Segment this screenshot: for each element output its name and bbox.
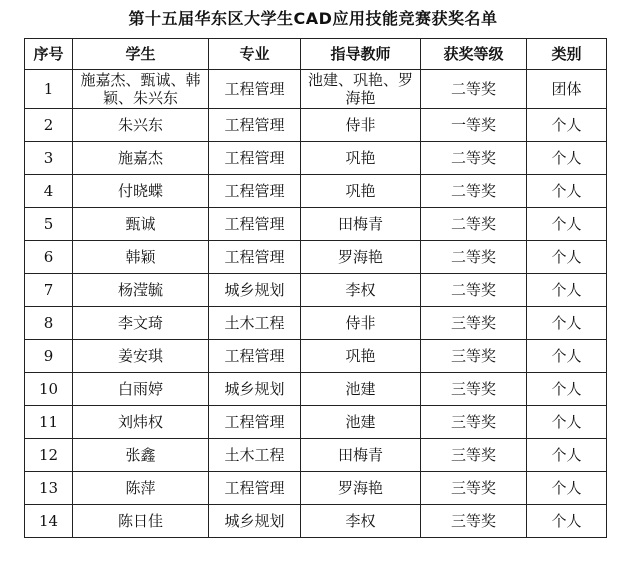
table-row (25, 241, 607, 274)
cell-student: 李文琦 (73, 307, 209, 340)
cell-advisor: 侍非 (301, 307, 421, 340)
cell-major: 工程管理 (209, 241, 301, 274)
cell-category: 个人 (527, 142, 607, 175)
table-row (25, 439, 607, 472)
cell-student: 施嘉杰 (73, 142, 209, 175)
cell-advisor (301, 70, 421, 109)
table-row (25, 406, 607, 439)
table-row (25, 274, 607, 307)
table-row (25, 109, 607, 142)
cell-no: 7 (25, 274, 73, 307)
cell-advisor: 李权 (301, 274, 421, 307)
cell-no: 14 (25, 505, 73, 538)
cell-major: 工程管理 (209, 406, 301, 439)
cell-student: 付晓蝶 (73, 175, 209, 208)
cell-student (73, 70, 209, 109)
cell-major: 土木工程 (209, 439, 301, 472)
table-row (25, 175, 607, 208)
cell-major: 工程管理 (209, 472, 301, 505)
cell-major: 工程管理 (209, 340, 301, 373)
cell-advisor: 田梅青 (301, 439, 421, 472)
cell-major: 城乡规划 (209, 505, 301, 538)
cell-advisor: 池建 (301, 373, 421, 406)
cell-no: 4 (25, 175, 73, 208)
cell-student: 张鑫 (73, 439, 209, 472)
header-award: 获奖等级 (421, 39, 527, 70)
cell-category: 个人 (527, 373, 607, 406)
cell-major: 城乡规划 (209, 274, 301, 307)
awards-table (24, 38, 607, 538)
cell-major: 城乡规划 (209, 373, 301, 406)
header-no: 序号 (25, 39, 73, 70)
cell-student: 杨滢毓 (73, 274, 209, 307)
cell-category: 个人 (527, 340, 607, 373)
cell-category: 个人 (527, 472, 607, 505)
table-header-row (25, 39, 607, 70)
cell-major: 工程管理 (209, 109, 301, 142)
cell-award: 三等奖 (421, 439, 527, 472)
cell-no: 1 (25, 70, 73, 109)
cell-no: 8 (25, 307, 73, 340)
cell-advisor: 李权 (301, 505, 421, 538)
cell-award: 三等奖 (421, 406, 527, 439)
cell-advisor: 罗海艳 (301, 241, 421, 274)
cell-advisor: 侍非 (301, 109, 421, 142)
cell-category: 个人 (527, 109, 607, 142)
header-advisor: 指导教师 (301, 39, 421, 70)
cell-student: 甄诚 (73, 208, 209, 241)
cell-no: 13 (25, 472, 73, 505)
cell-student: 刘炜权 (73, 406, 209, 439)
cell-category: 个人 (527, 307, 607, 340)
cell-category: 个人 (527, 505, 607, 538)
cell-award: 三等奖 (421, 340, 527, 373)
cell-major: 土木工程 (209, 307, 301, 340)
cell-major: 工程管理 (209, 142, 301, 175)
cell-advisor: 巩艳 (301, 175, 421, 208)
table-row (25, 142, 607, 175)
table-row (25, 373, 607, 406)
cell-no: 5 (25, 208, 73, 241)
cell-award: 三等奖 (421, 472, 527, 505)
header-student: 学生 (73, 39, 209, 70)
cell-student: 陈日佳 (73, 505, 209, 538)
cell-award: 二等奖 (421, 208, 527, 241)
cell-student: 朱兴东 (73, 109, 209, 142)
cell-no: 3 (25, 142, 73, 175)
cell-no: 12 (25, 439, 73, 472)
cell-advisor: 田梅青 (301, 208, 421, 241)
cell-student: 陈萍 (73, 472, 209, 505)
table-row (25, 472, 607, 505)
cell-student: 韩颖 (73, 241, 209, 274)
cell-category: 个人 (527, 439, 607, 472)
cell-major: 工程管理 (209, 208, 301, 241)
cell-category: 个人 (527, 241, 607, 274)
cell-award: 二等奖 (421, 70, 527, 109)
cell-advisor: 巩艳 (301, 340, 421, 373)
header-category: 类别 (527, 39, 607, 70)
table-row (25, 505, 607, 538)
cell-category: 个人 (527, 175, 607, 208)
cell-no: 11 (25, 406, 73, 439)
cell-award: 三等奖 (421, 307, 527, 340)
cell-no: 2 (25, 109, 73, 142)
cell-award: 三等奖 (421, 505, 527, 538)
cell-category: 个人 (527, 274, 607, 307)
cell-no: 6 (25, 241, 73, 274)
cell-major: 工程管理 (209, 70, 301, 109)
cell-major: 工程管理 (209, 175, 301, 208)
cell-no: 10 (25, 373, 73, 406)
table-row (25, 340, 607, 373)
cell-student-text: 施嘉杰、甄诚、韩颖、朱兴东 (80, 71, 201, 107)
table-row (25, 208, 607, 241)
cell-advisor: 池建 (301, 406, 421, 439)
cell-award: 三等奖 (421, 373, 527, 406)
cell-award: 二等奖 (421, 142, 527, 175)
cell-award: 二等奖 (421, 241, 527, 274)
cell-award: 二等奖 (421, 274, 527, 307)
cell-category: 个人 (527, 406, 607, 439)
cell-advisor-text: 池建、巩艳、罗海艳 (307, 71, 413, 107)
cell-category: 团体 (527, 70, 607, 109)
cell-student: 白雨婷 (73, 373, 209, 406)
cell-award: 一等奖 (421, 109, 527, 142)
document-title: 第十五届华东区大学生CAD应用技能竞赛获奖名单 (128, 9, 498, 28)
cell-advisor: 巩艳 (301, 142, 421, 175)
table-row (25, 70, 607, 109)
header-major: 专业 (209, 39, 301, 70)
cell-advisor: 罗海艳 (301, 472, 421, 505)
cell-category: 个人 (527, 208, 607, 241)
table-row (25, 307, 607, 340)
cell-student: 姜安琪 (73, 340, 209, 373)
cell-award: 二等奖 (421, 175, 527, 208)
cell-no: 9 (25, 340, 73, 373)
